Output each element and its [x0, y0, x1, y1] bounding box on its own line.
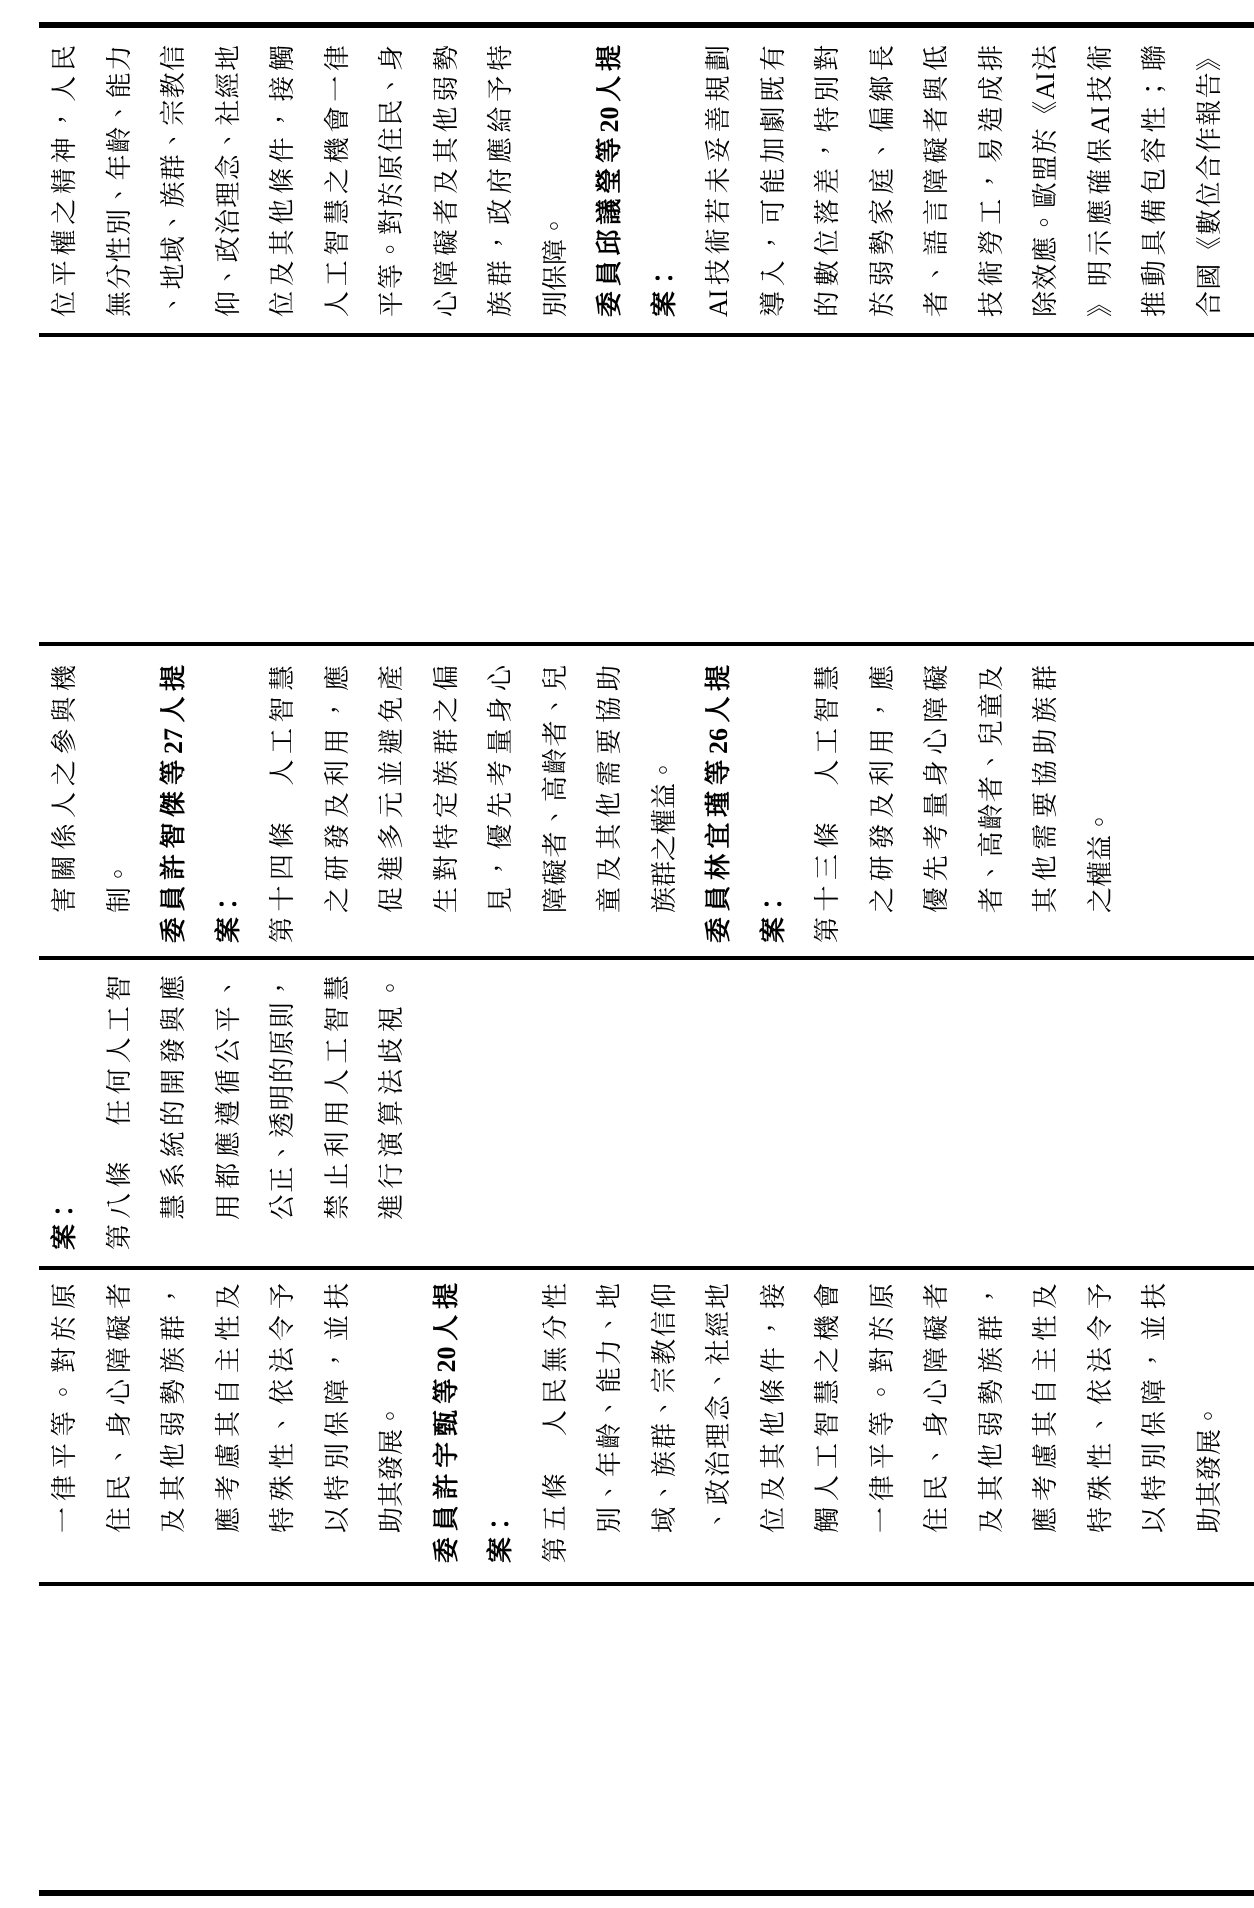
text-line: 用都應遵循公平、: [213, 975, 243, 1220]
text-line: 進行演算法歧視。: [377, 975, 406, 1220]
proposal-heading-line: 案：: [758, 890, 788, 943]
text-line: 應考慮其自主性及: [213, 1283, 243, 1533]
text-line: 見，優先考量身心: [486, 665, 515, 913]
text-line: 第十三條 人工智慧: [813, 665, 842, 943]
text-line: 於弱勢家庭、偏鄉長: [867, 45, 897, 317]
text-line: 一律平等。對於原: [867, 1283, 897, 1533]
text-line: 及其他弱勢族群，: [159, 1283, 188, 1533]
text-line: 別、年齡、能力、地: [595, 1283, 624, 1533]
text-line: 一律平等。對於原: [50, 1283, 79, 1533]
text-line: 童及其他需要協助: [595, 665, 624, 913]
table-border-line: [39, 1890, 1254, 1896]
text-line: 推動具備包容性；聯: [1140, 45, 1169, 317]
text-line: 族群，政府應給予特: [486, 45, 515, 317]
text-line: 促進多元並避免產: [377, 665, 406, 913]
proposal-heading-line: 委員邱議瑩等20人提: [595, 45, 624, 317]
text-line: 以特別保障，並扶: [1140, 1283, 1169, 1533]
text-line: 導入，可能加劇既有: [758, 45, 788, 317]
text-line: 、政治理念、社經地: [704, 1283, 733, 1533]
text-line: 優先考量身心障礙: [922, 665, 951, 913]
text-line: 助其發展。: [377, 1402, 406, 1533]
text-line: 、地域、族群、宗教信: [159, 45, 188, 317]
text-line: 平等。對於原住民、身: [377, 45, 406, 317]
text-line: 公正、透明的原則，: [268, 975, 297, 1220]
text-line: 之權益。: [1085, 808, 1115, 913]
text-line: 心障礙者及其他弱勢: [431, 45, 461, 317]
text-line: 觸人工智慧之機會: [813, 1283, 842, 1533]
proposal-heading-line: 案：: [486, 1510, 515, 1563]
text-line: 障礙者、高齡者、兒: [540, 665, 570, 913]
proposal-heading-line: 案：: [50, 1197, 79, 1250]
text-line: 生對特定族群之偏: [431, 665, 461, 913]
text-line: 特殊性、依法令予: [1085, 1283, 1115, 1533]
text-line: 位及其他條件，接觸: [268, 45, 297, 317]
text-line: 者、語言障礙者與低: [922, 45, 951, 317]
text-line: 仰、政治理念、社經地: [213, 45, 243, 317]
column-divider-line: [39, 642, 1254, 646]
text-line: 第八條 任何人工智: [104, 975, 134, 1250]
text-line: 特殊性、依法令予: [268, 1283, 297, 1533]
text-line: 人工智慧之機會一律: [322, 45, 352, 317]
proposal-heading-line: 案：: [213, 890, 243, 943]
text-line: 的數位落差，特別對: [813, 45, 842, 317]
text-line: 住民、身心障礙者: [922, 1283, 951, 1533]
proposal-heading-line: 委員許宇甄等20人提: [431, 1283, 461, 1563]
column-divider-line: [39, 1582, 1254, 1586]
proposal-heading-line: 委員許智傑等27人提: [159, 665, 188, 943]
proposal-heading-line: 委員林宜瑾等26人提: [704, 665, 733, 943]
text-line: 禁止利用人工智慧: [322, 975, 352, 1220]
text-line: 位平權之精神，人民: [50, 45, 79, 317]
text-line: 位及其他條件，接: [758, 1283, 788, 1533]
text-line: 除效應。歐盟於《AI法: [1031, 45, 1060, 317]
text-line: 其他需要協助族群: [1031, 665, 1060, 913]
text-line: 》明示應確保AI技術: [1085, 45, 1115, 317]
text-line: 及其他弱勢族群，: [976, 1283, 1006, 1533]
text-line: 別保障。: [540, 212, 570, 317]
text-line: 之研發及利用，應: [322, 665, 352, 913]
text-line: 合國《數位合作報告》: [1194, 45, 1224, 317]
text-line: 助其發展。: [1194, 1402, 1224, 1533]
text-line: 第五條 人民無分性: [540, 1283, 570, 1563]
text-line: 住民、身心障礙者: [104, 1283, 134, 1533]
text-line: 技術勞工，易造成排: [976, 45, 1006, 317]
text-line: 害關係人之參與機: [50, 665, 79, 913]
text-line: AI技術若未妥善規劃: [704, 45, 733, 317]
text-line: 族群之權益。: [649, 756, 679, 913]
text-line: 應考慮其自主性及: [1031, 1283, 1060, 1533]
text-line: 制。: [104, 860, 134, 913]
column-divider-line: [39, 333, 1254, 337]
proposal-heading-line: 案：: [649, 264, 679, 317]
text-line: 慧系統的開發與應: [159, 975, 188, 1220]
text-line: 者、高齡者、兒童及: [976, 665, 1006, 913]
column-divider-line: [39, 1266, 1254, 1270]
column-divider-line: [39, 956, 1254, 960]
table-border-line: [39, 22, 1254, 28]
text-line: 無分性別、年齡、能力: [104, 45, 134, 317]
text-line: 域、族群、宗教信仰: [649, 1283, 679, 1533]
text-line: 之研發及利用，應: [867, 665, 897, 913]
text-line: 以特別保障，並扶: [322, 1283, 352, 1533]
text-line: 第十四條 人工智慧: [268, 665, 297, 943]
